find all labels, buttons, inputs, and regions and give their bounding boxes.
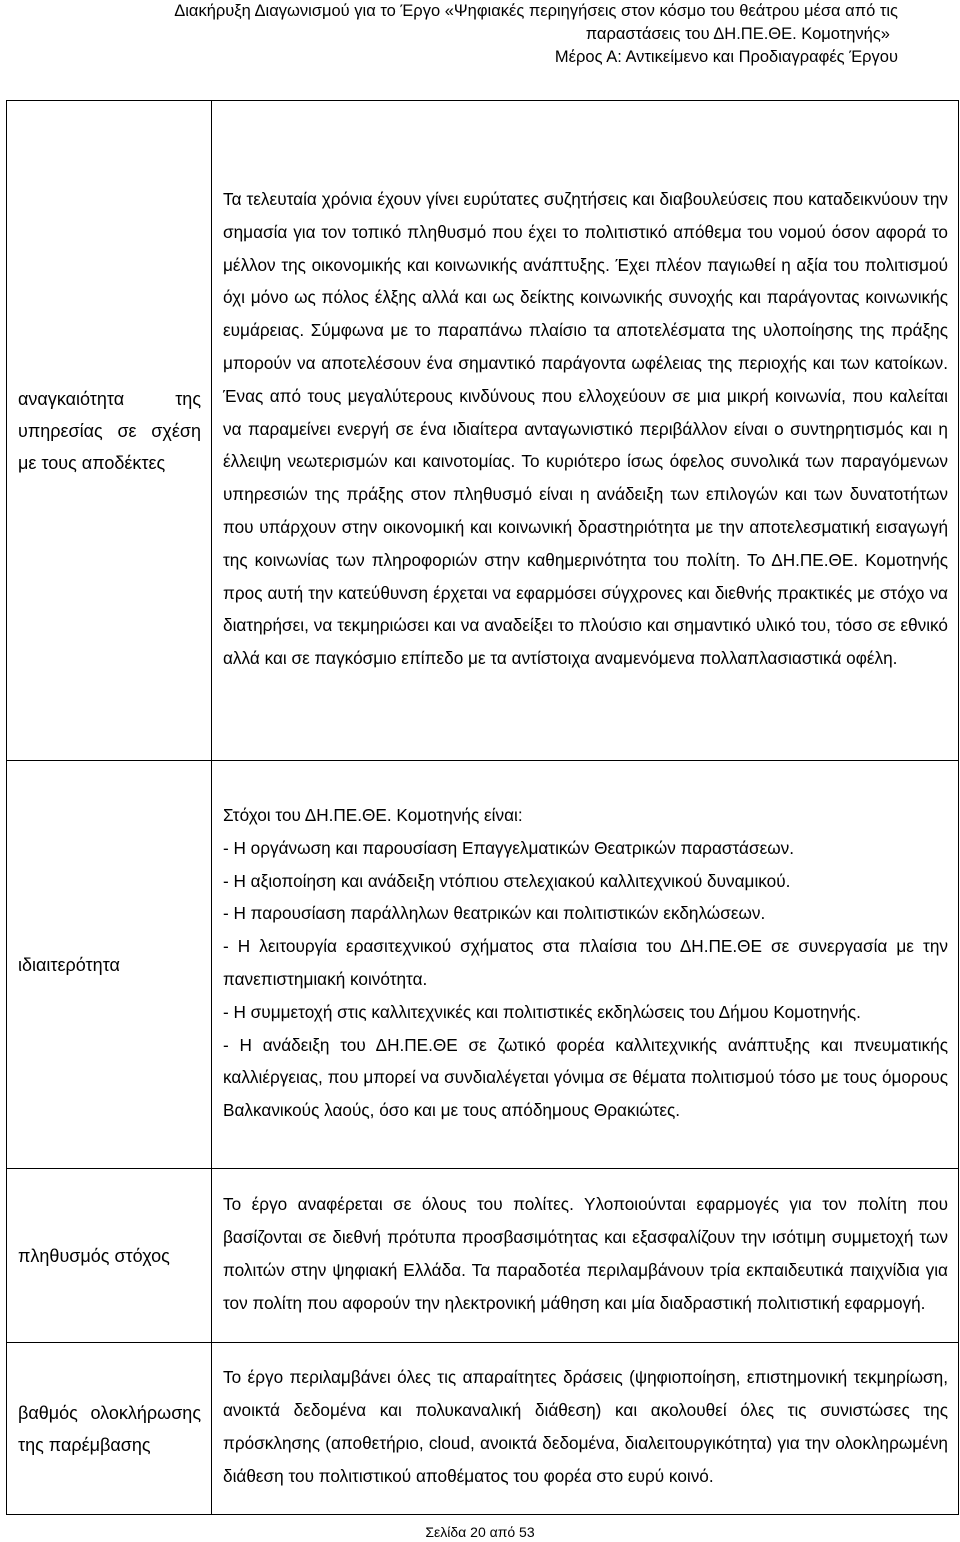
goal-item: - Η ανάδειξη του ΔΗ.ΠΕ.ΘΕ σε ζωτικό φορέα καλλιτεχνικής ανάπτυξης και πνευματικής καλλιέργειας, που μπορεί να συνδιαλέγεται γόνιμα σε θέματα πολιτισμού τόσο με τους όμορους Βαλκανικούς λαούς, όσο και με τους απόδημους Θρακιώτες. xyxy=(223,1034,948,1121)
goal-item: - Η συμμετοχή στις καλλιτεχνικές και πολιτιστικές εκδηλώσεις του Δήμου Κομοτηνής. xyxy=(223,1001,861,1022)
row-label: ιδιαιτερότητα xyxy=(18,954,120,975)
row-text: Το έργο περιλαμβάνει όλες τις απαραίτητες δράσεις (ψηφιοποίηση, επιστημονική τεκμηρίωση, ανοικτά δεδομένα και πολυκαναλική διάθεση) και ακολουθεί όλες τις συνιστώσες της πρόσκλησης (αποθετήριο, cloud, ανοικτά δεδομένα, διαλειτουργικότητα) για την ολοκληρωμένη διάθεση του πολιτιστικού αποθέματος του φορέα στο ευρύ κοινό. xyxy=(223,1367,948,1486)
header-title-line-1: Διακήρυξη Διαγωνισμού για το Έργο «Ψηφιακές περιηγήσεις στον κόσμο του θεάτρου μέσα από τις xyxy=(174,2,898,20)
row-content-cell xyxy=(212,761,959,1169)
row-label: βαθμός ολοκλήρωσης της παρέμβασης xyxy=(18,1402,201,1455)
table-row xyxy=(7,101,959,761)
row-label-cell xyxy=(7,1343,212,1515)
row-label-cell xyxy=(7,761,212,1169)
goal-item: - Η οργάνωση και παρουσίαση Επαγγελματικών Θεατρικών παραστάσεων. xyxy=(223,837,795,858)
goals-title: Στόχοι του ΔΗ.ΠΕ.ΘΕ. Κομοτηνής είναι: xyxy=(223,805,523,826)
table-row xyxy=(7,1343,959,1515)
row-label: πληθυσμός στόχος xyxy=(18,1245,170,1266)
row-label: αναγκαιότητα της υπηρεσίας σε σχέση με τους αποδέκτες xyxy=(18,388,201,473)
row-text: Τα τελευταία χρόνια έχουν γίνει ευρύτατες συζητήσεις και διαβουλεύσεις που καταδεικνύουν την σημασία για τον τοπικό πληθυσμό που έχει το πολιτιστικό απόθεμα του νομού όσον αφορά το μέλλον της οικονομικής και κοινωνικής ανάπτυξης. Έχει πλέον παγιωθεί η αξία του πολιτισμού όχι μόνο ως πόλος έλξης αλλά και ως δείκτης κοινωνικής συνοχής και παράγοντας κοινωνικής ευμάρειας. Σύμφωνα με το παραπάνω πλαίσιο τα αποτελέσματα της υλοποίησης της πράξης μπορούν να αποτελέσουν ένα σημαντικό παράγοντα ωφέλειας της περιοχής και των κατοίκων. Ένας από τους μεγαλύτερους κινδύνους που ελλοχεύουν σε μια μικρή κοινωνία, που καλείται να παραμείνει ενεργή σε ένα ιδιαίτερα ανταγωνιστικό περιβάλλον είναι ο συντηρητισμός και η έλλειψη νεωτερισμών και καινοτομίας. Το κυριότερο ίσως όφελος συνολικά των παραγόμενων υπηρεσιών της πράξης στον πληθυσμό είναι η ανάδειξη των επιλογών και των δυνατοτήτων που υπάρχουν στην οικονομική και κοινωνική δραστηριότητα με την αποτελεσματική εισαγωγή της κοινωνίας των πληροφοριών στην καθημερινότητα του πολίτη. Το ΔΗ.ΠΕ.ΘΕ. Κομοτηνής προς αυτή την κατεύθυνση έρχεται να εφαρμόσει σύγχρονες και διεθνής πρακτικές με στόχο να διατηρήσει, να τεκμηριώσει και να αναδείξει το πλούσιο και σημαντικό υλικό του, τόσο σε εθνικό αλλά και σε παγκόσμιο επίπεδο με τα αντίστοιχα αναμενόμενα πολλαπλασιαστικά οφέλη. xyxy=(223,189,948,669)
goal-item: - Η αξιοποίηση και ανάδειξη ντόπιου στελεχιακού καλλιτεχνικού δυναμικού. xyxy=(223,870,791,891)
specification-table xyxy=(6,100,959,1515)
row-content-cell xyxy=(212,1169,959,1343)
row-label-cell xyxy=(7,101,212,761)
goal-item: - Η λειτουργία ερασιτεχνικού σχήματος στα πλαίσια του ΔΗ.ΠΕ.ΘΕ σε συνεργασία με την πανεπιστημιακή κοινότητα. xyxy=(223,936,948,989)
page-number: Σελίδα 20 από 53 xyxy=(425,1524,535,1540)
row-content-cell xyxy=(212,101,959,761)
table-row xyxy=(7,761,959,1169)
row-content-cell xyxy=(212,1343,959,1515)
header-subtitle: Μέρος Α: Αντικείμενο και Προδιαγραφές Έργου xyxy=(554,48,898,66)
row-label-cell xyxy=(7,1169,212,1343)
table-row xyxy=(7,1169,959,1343)
row-text: Το έργο αναφέρεται σε όλους του πολίτες. Υλοποιούνται εφαρμογές για τον πολίτη που βασίζονται σε διεθνή πρότυπα προσβασιμότητας και εξασφαλίζουν την ισότιμη συμμετοχή των πολιτών στην ψηφιακή Ελλάδα. Τα παραδοτέα περιλαμβάνουν τρία εκπαιδευτικά παιχνίδια για τον πολίτη που αφορούν την ηλεκτρονική μάθηση και μία διαδραστική πολιτιστική εφαρμογή. xyxy=(223,1194,948,1313)
header-title-line-2: παραστάσεις του ΔΗ.ΠΕ.ΘΕ. Κομοτηνής» xyxy=(585,25,890,43)
page-header xyxy=(18,0,898,69)
goal-item: - Η παρουσίαση παράλληλων θεατρικών και πολιτιστικών εκδηλώσεων. xyxy=(223,903,766,924)
